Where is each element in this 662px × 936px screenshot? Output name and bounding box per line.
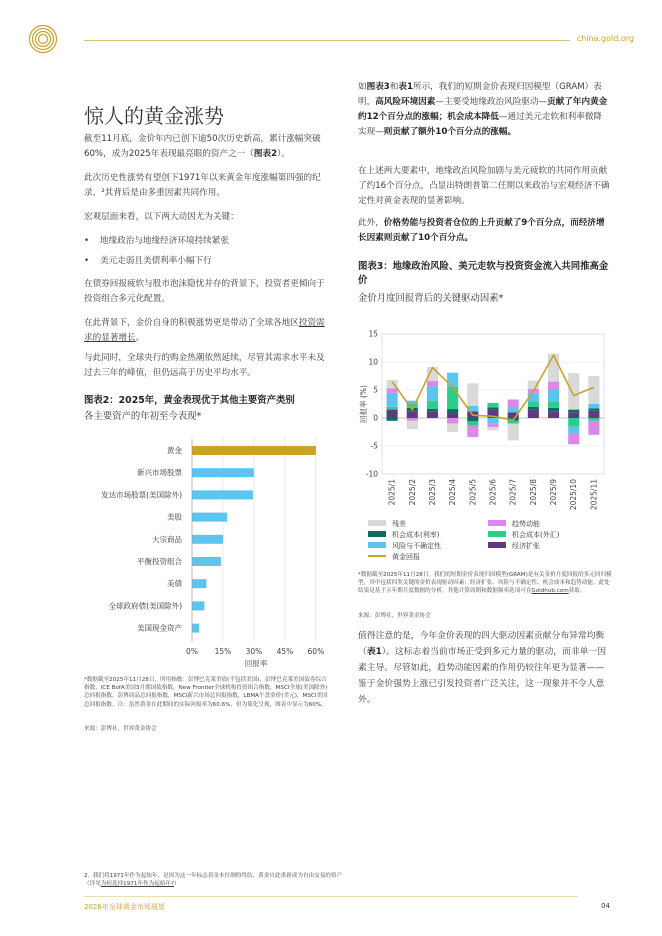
world-gold-council-logo-icon (28, 24, 58, 54)
fig3-bar-segment (447, 409, 458, 413)
fig3-bar-segment (487, 407, 498, 409)
bullet-1: • 地缘政治与地缘经济环境持续紧张 (100, 234, 229, 249)
fig2-x-tick-label: 45% (276, 646, 294, 656)
fig2-source: 来源：彭博社，世界黄金协会 (84, 726, 157, 732)
fig3-title: 图表3：地缘政治风险、美元走软与投资资金流入共同推高金价 (358, 261, 609, 286)
fig2-category-label: 发达市场股票(美国除外) (101, 490, 182, 500)
fig3-bar-segment (387, 410, 398, 418)
fig3-legend-swatch (488, 531, 506, 537)
fig2-bar (192, 513, 227, 522)
fig3-x-tick-label: 2025/6 (488, 479, 498, 506)
investment-demand-link[interactable]: 投资需求的显著增长 (84, 318, 325, 343)
fig2-bar (192, 535, 223, 544)
fig3-note: *数据截至2025年11月28日。我们的短期金价表现归因模型(GRAM)是有关金价月度回报的多元回归模型，其中包括四类关键的金价表现驱动因素：经济扩张、风险与不确定性、机会成本和趋势动能。此处结果是基于五年期月度数据的分析。其他计算周期和数据频率选项可在Goldhub.com获取。 (358, 572, 612, 595)
fig3-legend-label: 机会成本(外汇) (512, 531, 560, 539)
fig3-x-tick-label: 2025/11 (589, 479, 599, 511)
bullet-2: • 美元走弱且美债利率小幅下行 (100, 254, 212, 269)
footnote-link[interactable]: 为何选择1971年作为起始年? (100, 881, 174, 888)
fig3-legend-swatch (368, 531, 386, 537)
fig2-category-label: 美股 (167, 512, 182, 522)
fig3-bar-segment (487, 418, 498, 424)
fig2-category-label: 黄金 (167, 446, 182, 455)
fig2-bar (192, 490, 253, 499)
fig3-source: 来源：彭博社，世界黄金协会 (358, 613, 431, 619)
fig2-x-tick-label: 0% (186, 646, 198, 656)
fig3-bar-segment (487, 403, 498, 407)
fig2-category-label: 美债 (167, 579, 182, 589)
fig3-link[interactable]: 图表3 (366, 82, 390, 92)
fig3-bar-segment (508, 400, 519, 408)
fig3-bar-segment (548, 401, 559, 408)
fig3-bar-segment (548, 411, 559, 418)
fig3-bar-segment (508, 421, 519, 424)
fig2-category-label: 全球政府债(美国除外) (108, 601, 182, 611)
fig3-legend-swatch (368, 520, 386, 526)
fig3-bar-segment (508, 424, 519, 441)
fig2-note: *数据截至2025年11月28日，所用指数：彭博巴克莱美债(不包括美国)，彭博巴克莱美国债券综合指数，ICE BofA美国3月期国债指数，New Frontier全球机构投资组合指数，MSCI全球(美国除外)总回报指数，彭博商品总回报指数，MSCI新兴市场总回报指数，LBMA午盘金价(美元)，MSCI美国总回报指数。注：虽然黄金在此期间的实际回报率为60.6%，但为简化呈现，图表中显示为60%。 (84, 677, 328, 708)
fig2-bar (192, 579, 206, 588)
fig3-bar-segment (508, 408, 519, 412)
right-paragraph-1: 如图表3和表1所示，我们的短期金价表现归因模型（GRAM）表明，高风险环境因素—主要受地缘政治风险驱动—贡献了年内黄金约12个百分点的涨幅；机会成本降低—通过美元走软和利率微降实现—则贡献了额外10个百分点的涨幅。 (358, 82, 608, 137)
fig2-title: 图表2：2025年，黄金表现优于其他主要资产类别 (84, 395, 295, 406)
fig3-x-tick-label: 2025/4 (448, 479, 458, 506)
footnote-2: 2. 我们将1971年作为起始年，是因为这一年标志着金本位制的终结，黄金自此重新成为自由交易的资产（详见为何选择1971年作为起始年?） (84, 873, 343, 888)
fig3-bar-segment (387, 418, 398, 421)
table1-link-2[interactable]: 表1 (366, 647, 382, 657)
right-paragraph-3: 此外，价格势能与投资者仓位的上升贡献了9个百分点，而经济增长因素则贡献了10个百分点。 (358, 218, 605, 243)
fig3-bar-segment (447, 414, 458, 418)
fig3-bar-segment (447, 387, 458, 409)
fig3-bar-segment (588, 421, 599, 435)
right-paragraph-4: 值得注意的是，今年金价表现的四大驱动因素贡献分布异常均衡（表1）。这标志着当前市场正受到多元力量的驱动，而非单一因素主导。尽管如此，趋势动能因素的作用仍较往年更为显著——鉴于金价强势上涨已引发投资者广泛关注，这一现象并不令人意外。 (358, 631, 607, 705)
fig3-bar-segment (447, 424, 458, 432)
fig2-category-label: 平衡投资组合 (137, 557, 182, 566)
fig2-bar-chart (84, 426, 328, 676)
site-url[interactable]: china.gold.org (576, 34, 634, 43)
fig3-bar-segment (588, 408, 599, 410)
footer-report-title: 2026年全球黄金市场展望 (84, 903, 165, 911)
paragraph-1: 截至11月底，金价年内已创下逾50次历史新高，累计涨幅突破60%，成为2025年表现最亮眼的资产之一（图表2）。 (84, 134, 321, 159)
fig3-subtitle: 金价月度回报背后的关键驱动因素* (358, 293, 504, 304)
fig3-bar-segment (588, 376, 599, 404)
fig3-stacked-bar-chart (352, 322, 610, 562)
fig3-bar-segment (427, 409, 438, 411)
fig3-legend-label: 经济扩张 (512, 542, 540, 550)
fig3-bar-segment (568, 412, 579, 418)
fig3-x-tick-label: 2025/3 (427, 479, 437, 506)
fig2-x-axis-label: 回报率 (244, 658, 268, 668)
table1-link[interactable]: 表1 (398, 82, 413, 92)
fig2-category-label: 美国现金资产 (137, 623, 182, 633)
fig3-bar-segment (588, 411, 599, 418)
paragraph-3: 宏观层面来看，以下两大动因尤为关键： (84, 212, 239, 222)
fig3-bar-segment (568, 426, 579, 433)
fig3-legend-label: 风险与不确定性 (392, 542, 441, 550)
fig3-x-tick-label: 2025/2 (407, 479, 417, 506)
paragraph-6: 与此同时，全球央行的购金热潮依然延续，尽管其需求水平未及过去三年的峰值，但仍远高于历史平均水平。 (84, 353, 325, 378)
fig3-bar-segment (528, 407, 539, 410)
fig3-bar-segment (568, 373, 579, 409)
paragraph-5: 在此背景下，金价自身的积极涨势更是带动了全球各地区投资需求的显著增长。 (84, 318, 325, 343)
fig3-bar-segment (487, 427, 498, 430)
section-title: 惊人的黄金涨势 (84, 104, 224, 128)
fig2-x-tick-label: 30% (245, 646, 263, 656)
fig3-bar-segment (548, 382, 559, 390)
fig3-bar-segment (427, 381, 438, 387)
fig3-bar-segment (447, 418, 458, 424)
fig3-legend-label: 残差 (392, 520, 406, 528)
fig3-y-tick-label: 15 (368, 329, 378, 339)
fig3-x-tick-label: 2025/9 (549, 479, 559, 506)
fig3-bar-segment (568, 410, 579, 413)
fig3-bar-segment (548, 354, 559, 382)
fig2-subtitle: 各主要资产的年初至今表现* (84, 411, 202, 422)
page-number: 04 (601, 902, 610, 910)
fig3-legend-swatch (368, 542, 386, 548)
fig3-legend-swatch (488, 542, 506, 548)
paragraph-4: 在债券回报疲软与股市泡沫隐忧并存的背景下，投资者更倾向于投资组合多元化配置。 (84, 279, 325, 304)
fig2-bar (192, 624, 199, 633)
paragraph-2: 此次历史性涨势有望创下1971年以来黄金年度涨幅第四强的纪录，²其背后是由多重因素共同作用。 (84, 173, 321, 198)
fig3-bar-segment (427, 411, 438, 418)
right-paragraph-2: 在上述两大要素中，地缘政治风险加剧与美元疲软的共同作用贡献了约16个百分点，凸显出特朗普第二任期以来政治与宏观经济不确定性对黄金表现的显著影响。 (358, 166, 610, 206)
fig3-bar-segment (407, 411, 418, 418)
fig3-bar-segment (568, 418, 579, 426)
fig3-bar-segment (487, 424, 498, 427)
fig3-x-tick-label: 2025/5 (468, 479, 478, 506)
fig3-x-tick-label: 2025/1 (387, 479, 397, 506)
fig3-bar-segment (528, 410, 539, 418)
footer-rule (84, 896, 578, 897)
fig2-bar (192, 601, 204, 610)
fig2-x-tick-label: 60% (307, 646, 325, 656)
goldhub-link[interactable]: Goldhub.com (531, 588, 569, 595)
fig2-bar (192, 446, 316, 455)
fig3-y-axis-label: 回报率 (%) (359, 385, 368, 423)
fig3-y-tick-label: 10 (368, 357, 378, 367)
header-rule (84, 40, 570, 41)
fig3-legend-label: 机会成本(利率) (392, 531, 440, 539)
fig3-legend-label: 趋势动能 (512, 520, 540, 528)
fig3-bar-segment (427, 401, 438, 409)
fig3-bar-segment (387, 388, 398, 392)
fig2-category-label: 大宗商品 (152, 534, 182, 544)
fig3-bar-segment (467, 426, 478, 437)
fig3-bar-segment (387, 407, 398, 410)
fig2-category-label: 新兴市场股票 (137, 468, 182, 478)
fig3-bar-segment (548, 408, 559, 411)
fig3-bar-segment (407, 418, 418, 421)
fig3-x-tick-label: 2025/7 (508, 479, 518, 506)
fig3-y-tick-label: 0 (373, 413, 378, 423)
fig2-link[interactable]: 图表2 (253, 149, 278, 159)
fig3-x-tick-label: 2025/10 (569, 479, 579, 511)
fig3-x-tick-label: 2025/8 (528, 479, 538, 506)
fig3-bar-segment (548, 390, 559, 401)
fig3-legend-swatch (488, 520, 506, 526)
fig3-bar-segment (387, 393, 398, 407)
fig3-bar-segment (588, 418, 599, 421)
fig3-bar-segment (407, 421, 418, 429)
fig3-y-tick-label: -5 (370, 441, 378, 451)
fig3-legend-label: 黄金回报 (392, 553, 420, 561)
fig3-y-tick-label: -10 (365, 469, 378, 479)
fig3-bar-segment (588, 404, 599, 408)
fig3-bar-segment (467, 383, 478, 405)
fig3-bar-segment (568, 433, 579, 444)
fig3-bar-segment (467, 418, 478, 421)
fig3-y-tick-label: 5 (373, 385, 378, 395)
fig3-bar-segment (528, 401, 539, 407)
fig3-bar-segment (467, 421, 478, 425)
fig2-bar (192, 557, 221, 566)
fig2-bar (192, 468, 254, 477)
fig3-bar-segment (427, 387, 438, 401)
fig2-x-tick-label: 15% (214, 646, 232, 656)
